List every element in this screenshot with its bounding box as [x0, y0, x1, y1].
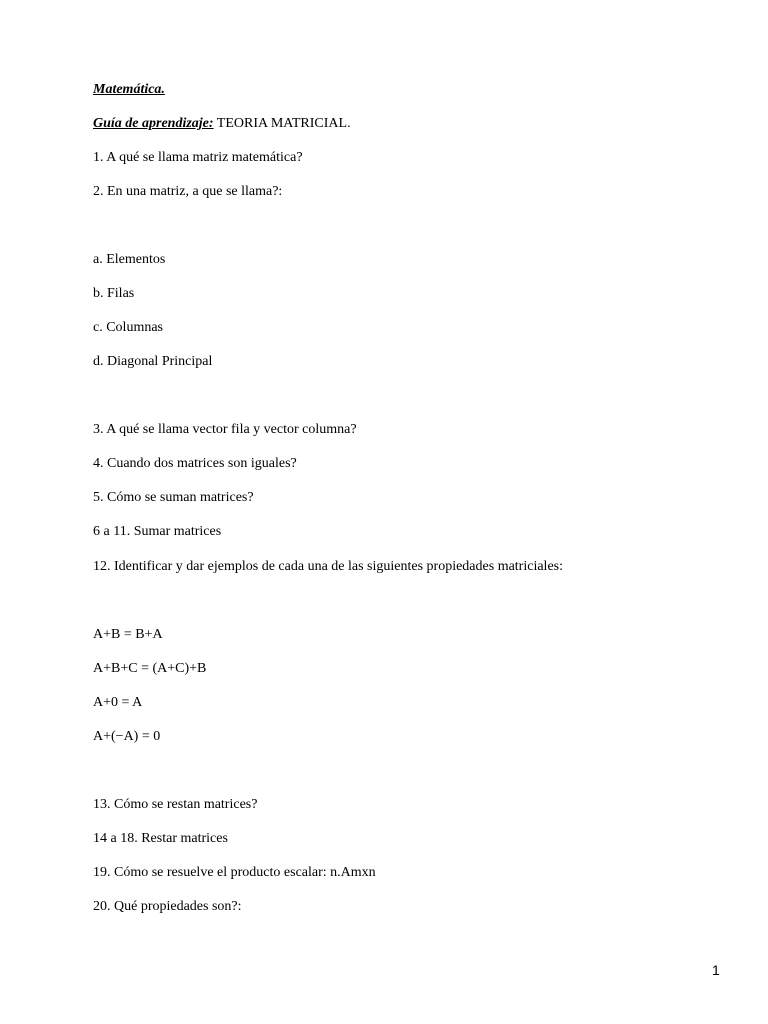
question-14-18: 14 a 18. Restar matrices: [93, 831, 228, 846]
question-1: 1. A qué se llama matriz matemática?: [93, 150, 303, 165]
guide-label: Guía de aprendizaje:: [93, 116, 214, 131]
list-item-c: c. Columnas: [93, 320, 163, 335]
guide-heading: [93, 116, 351, 132]
page-number: 1: [712, 962, 720, 978]
list-item-a: a. Elementos: [93, 252, 166, 267]
property-identity: A+0 = A: [93, 695, 143, 710]
question-3: 3. A qué se llama vector fila y vector columna?: [93, 422, 357, 437]
question-4: 4. Cuando dos matrices son iguales?: [93, 456, 297, 471]
question-19: 19. Cómo se resuelve el producto escalar: n.Amxn: [93, 865, 376, 880]
guide-topic: TEORIA MATRICIAL.: [213, 116, 351, 131]
list-item-d: d. Diagonal Principal: [93, 354, 213, 369]
property-associative: A+B+C = (A+C)+B: [93, 661, 207, 676]
question-12: 12. Identificar y dar ejemplos de cada una de las siguientes propiedades matriciales:: [93, 559, 563, 574]
question-2: 2. En una matriz, a que se llama?:: [93, 184, 283, 199]
question-5: 5. Cómo se suman matrices?: [93, 490, 254, 505]
question-13: 13. Cómo se restan matrices?: [93, 797, 258, 812]
question-20: 20. Qué propiedades son?:: [93, 899, 242, 914]
list-item-b: b. Filas: [93, 286, 135, 301]
property-inverse: A+(−A) = 0: [93, 729, 161, 744]
property-commutative: A+B = B+A: [93, 627, 163, 642]
question-6-11: 6 a 11. Sumar matrices: [93, 524, 222, 539]
document-title: Matemática.: [93, 82, 165, 97]
